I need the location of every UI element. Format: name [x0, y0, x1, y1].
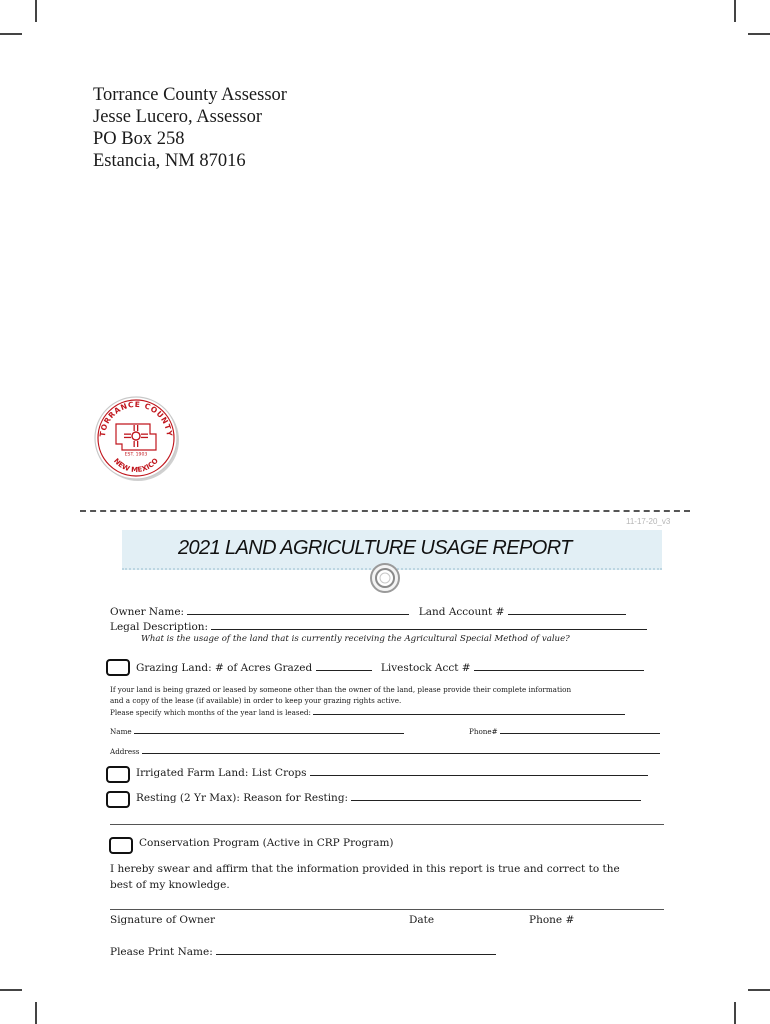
version-code: 11-17-20_v3 — [626, 517, 671, 526]
lease-note-line-1: If your land is being grazed or leased by someone other than the owner of the land, please provide their complete information — [110, 685, 572, 694]
grazing-row — [136, 660, 644, 674]
crop-mark-top-left-h — [0, 33, 22, 35]
land-account-field[interactable] — [508, 604, 626, 615]
legal-description-field[interactable] — [211, 619, 647, 630]
irrigated-checkbox[interactable] — [106, 766, 130, 783]
lessee-address-field[interactable] — [142, 745, 660, 754]
owner-name-field[interactable] — [187, 604, 409, 615]
lessee-address-label: Address — [110, 747, 140, 756]
grazing-label: Grazing Land: # of Acres Grazed — [136, 662, 313, 674]
livestock-acct-label: Livestock Acct # — [380, 662, 471, 674]
crops-field[interactable] — [310, 765, 648, 776]
resting-reason-line-2[interactable] — [110, 824, 664, 825]
lease-note — [110, 684, 625, 718]
lease-months-label: Please specify which months of the year land is leased: — [110, 708, 311, 717]
phone-label: Phone # — [529, 914, 575, 926]
legal-description-label: Legal Description: — [110, 621, 209, 633]
crop-mark-top-left-v — [35, 0, 37, 22]
irrigated-row — [136, 765, 648, 779]
lessee-phone-row — [469, 725, 660, 737]
lessee-name-label: Name — [110, 727, 132, 736]
print-name-row — [110, 944, 496, 958]
signature-line[interactable] — [110, 909, 664, 910]
legal-description-row — [110, 619, 647, 633]
usage-question: What is the usage of the land that is currently receiving the Agricultural Special Method of value? — [141, 634, 570, 644]
date-label: Date — [409, 914, 435, 926]
address-line-3: PO Box 258 — [93, 129, 185, 149]
binder-ring-icon — [369, 562, 401, 594]
owner-name-label: Owner Name: — [110, 606, 185, 618]
affirmation-text — [110, 861, 620, 893]
resting-reason-field[interactable] — [351, 790, 641, 801]
grazing-checkbox[interactable] — [106, 659, 130, 676]
address-line-2: Jesse Lucero, Assessor — [93, 107, 263, 127]
mailing-address — [93, 84, 287, 172]
crop-mark-bottom-right-v — [734, 1002, 736, 1024]
irrigated-label: Irrigated Farm Land: List Crops — [136, 767, 307, 779]
crop-mark-top-right-v — [734, 0, 736, 22]
crop-mark-bottom-right-h — [748, 989, 770, 991]
lease-note-line-2: and a copy of the lease (if available) in order to keep your grazing rights active. — [110, 696, 402, 705]
affirmation-line-1: I hereby swear and affirm that the information provided in this report is true and correct to the — [110, 863, 620, 875]
crop-mark-bottom-left-v — [35, 1002, 37, 1024]
lease-months-row — [110, 706, 625, 718]
print-name-label: Please Print Name: — [110, 946, 213, 958]
resting-checkbox[interactable] — [106, 791, 130, 808]
crop-mark-top-right-h — [748, 33, 770, 35]
lessee-phone-field[interactable] — [500, 725, 660, 734]
seal-top-text: TORRANCE COUNTY — [97, 399, 175, 438]
print-name-field[interactable] — [216, 944, 496, 955]
county-seal-icon — [92, 394, 180, 482]
report-title: 2021 LAND AGRICULTURE USAGE REPORT — [178, 537, 572, 559]
lessee-name-row — [110, 725, 404, 737]
signature-label: Signature of Owner — [110, 914, 215, 926]
conservation-label: Conservation Program (Active in CRP Program) — [139, 837, 394, 849]
acres-grazed-field[interactable] — [316, 660, 372, 671]
seal-bottom-text: NEW MEXICO — [112, 456, 160, 475]
conservation-checkbox[interactable] — [109, 837, 133, 854]
cut-line — [80, 510, 690, 512]
land-account-label: Land Account # — [418, 606, 505, 618]
affirmation-line-2: best of my knowledge. — [110, 879, 230, 891]
lessee-phone-label: Phone# — [469, 727, 498, 736]
resting-label: Resting (2 Yr Max): Reason for Resting: — [136, 792, 349, 804]
crop-mark-bottom-left-h — [0, 989, 22, 991]
lessee-name-field[interactable] — [134, 725, 404, 734]
seal-est-text: EST. 1903 — [124, 452, 148, 458]
address-line-1: Torrance County Assessor — [93, 85, 287, 105]
livestock-acct-field[interactable] — [474, 660, 644, 671]
lease-months-field[interactable] — [313, 706, 625, 715]
resting-row — [136, 790, 641, 804]
address-line-4: Estancia, NM 87016 — [93, 151, 246, 171]
lessee-address-row — [110, 745, 660, 757]
owner-name-row — [110, 604, 626, 618]
